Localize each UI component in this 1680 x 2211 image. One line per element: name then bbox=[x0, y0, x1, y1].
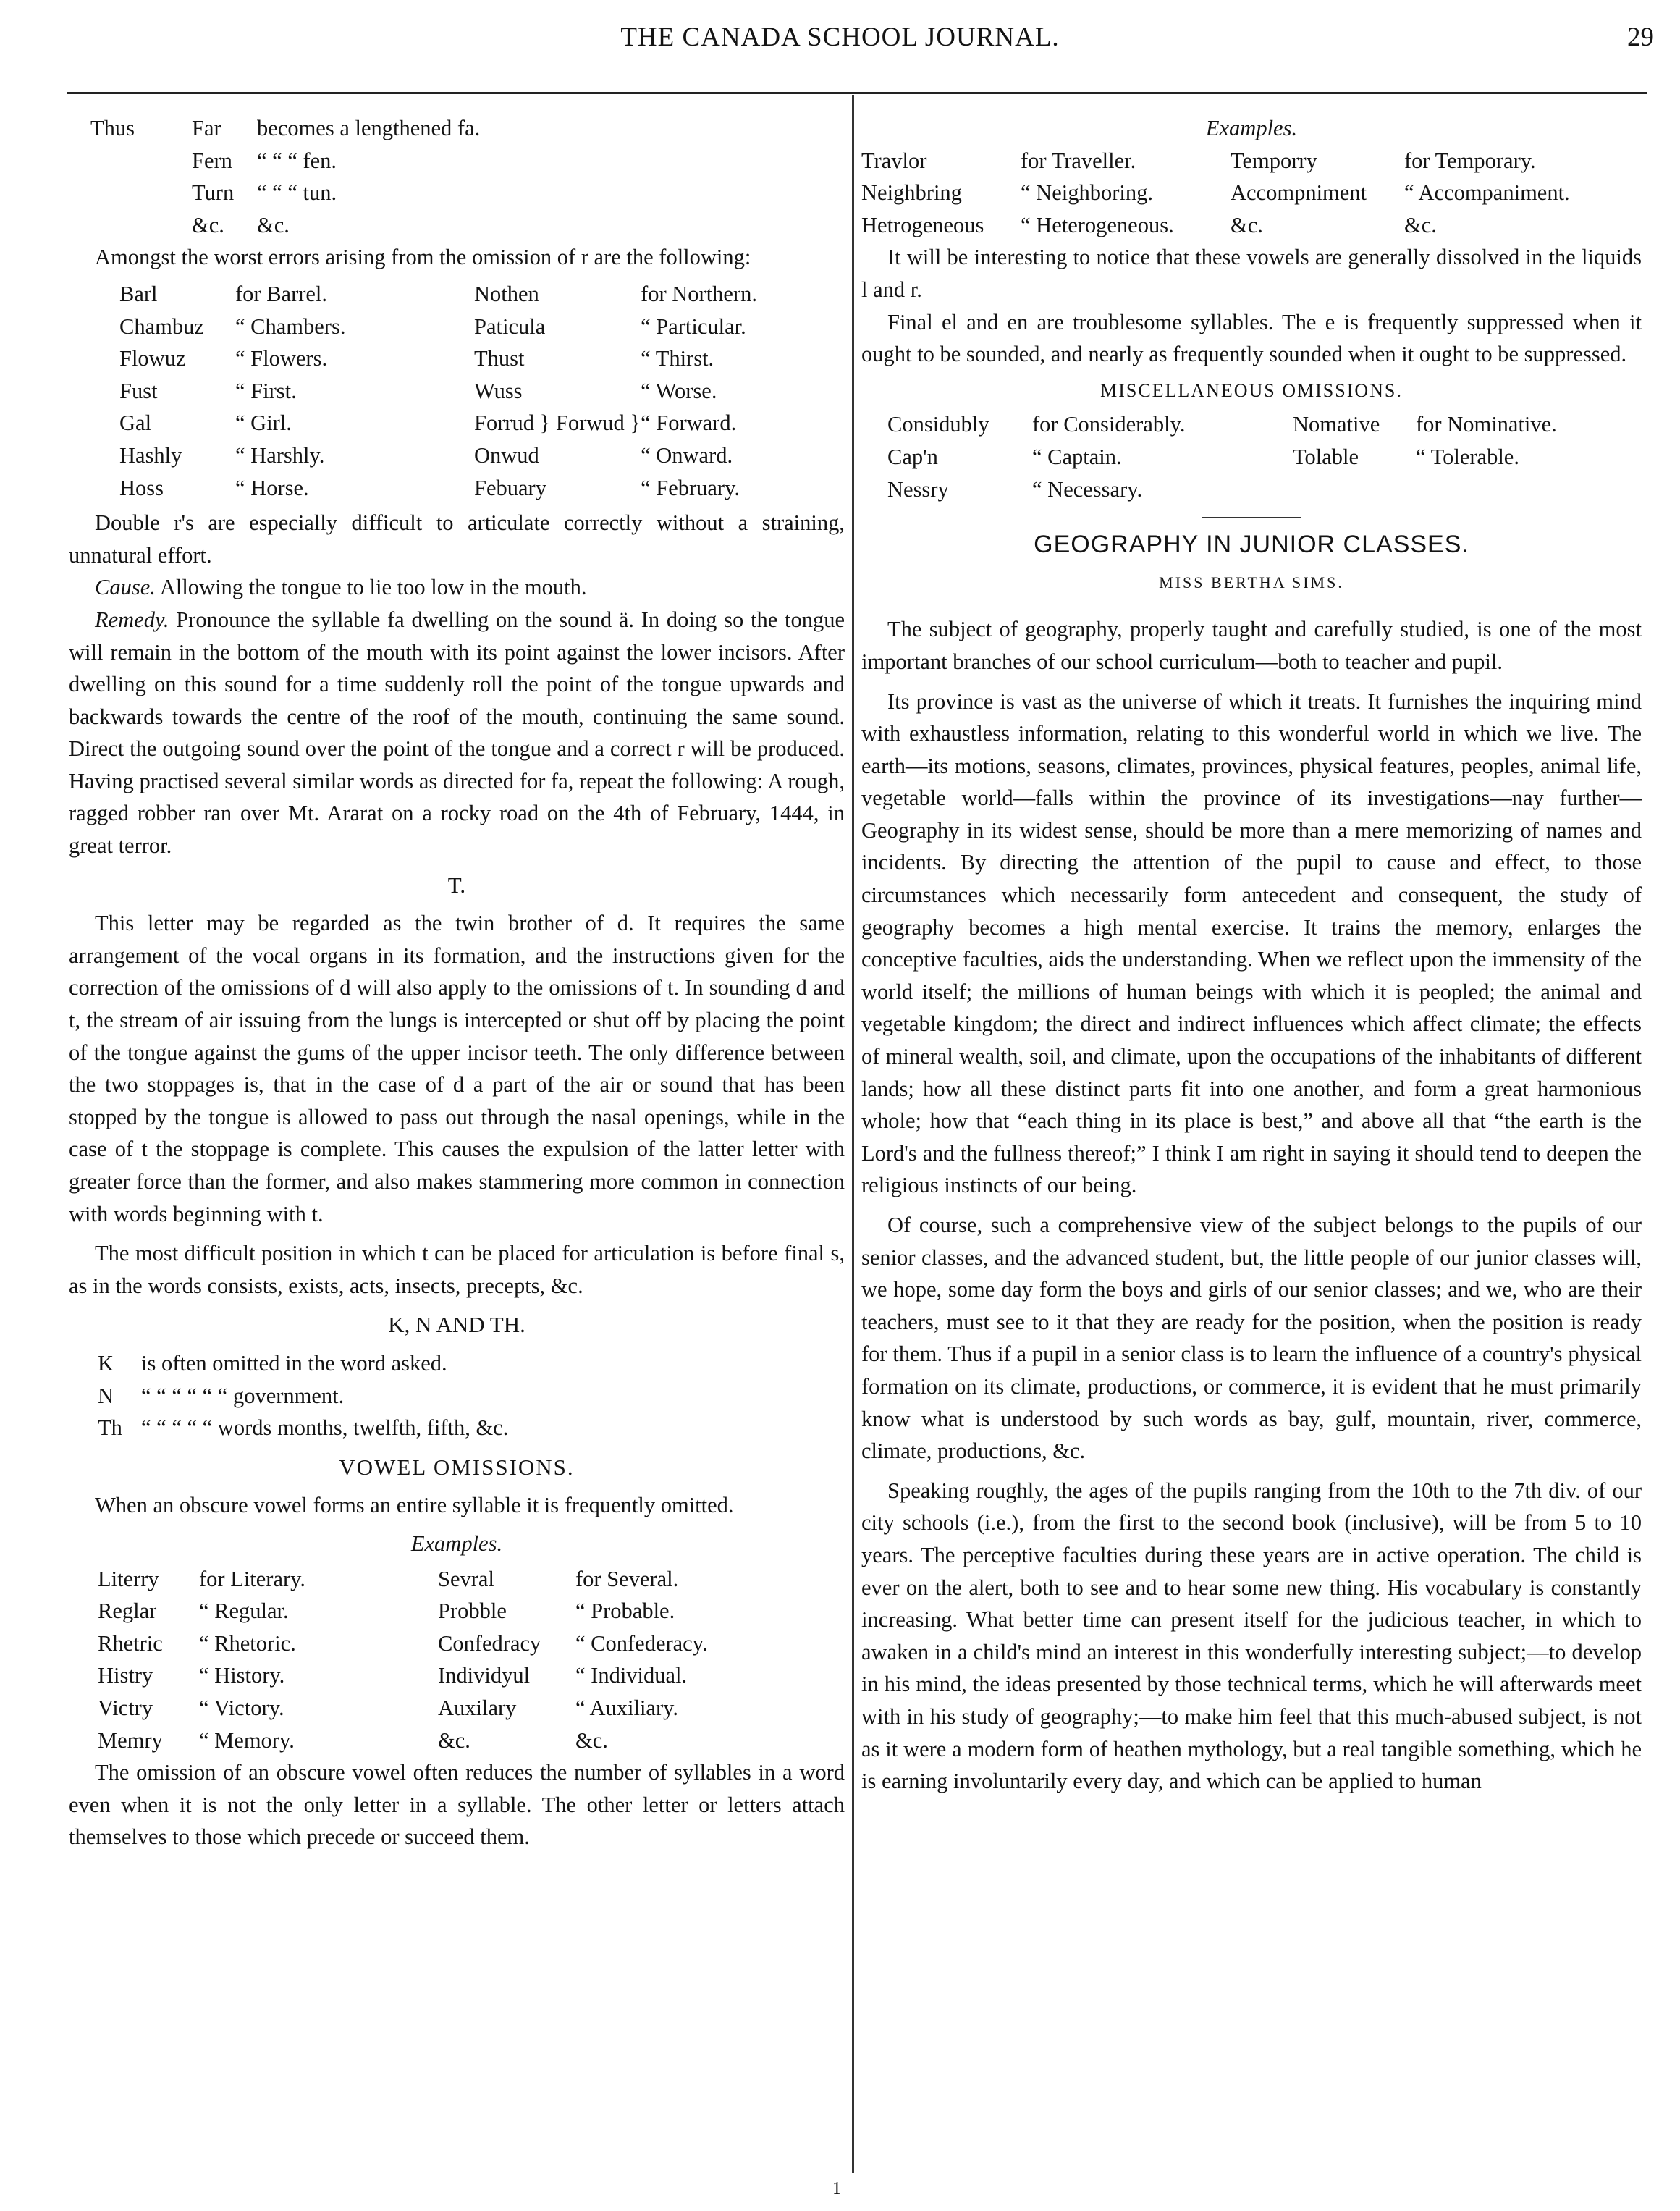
table-cell: Victry bbox=[98, 1695, 153, 1720]
article-paragraph-1: The subject of geography, properly taught and carefully studied, is one of the most important branches of our school curriculum—both to teacher and pupil. bbox=[861, 617, 1642, 674]
table-cell: Auxilary bbox=[438, 1695, 517, 1720]
table-cell bbox=[1416, 473, 1618, 506]
table-row bbox=[887, 473, 1618, 506]
table-cell bbox=[90, 177, 192, 209]
table-cell: “ Chambers. bbox=[235, 313, 346, 339]
table-cell: Memry bbox=[98, 1727, 163, 1753]
table-cell: Confedracy bbox=[438, 1630, 541, 1656]
t-paragraph-1: This letter may be regarded as the twin brother of d. It requires the same arrangement of the vocal organs in its formation, and the instructions given for the correction of the omissions of d will also apply to the omissions of t. In sounding d and t, the stream of air issuing from the lungs is intercepted or shut off by placing the point of the tongue against the gums of the upper incisor teeth. The only difference between the two stoppages is, that in the case of d a part of the air or sound that has been stopped by the tongue is allowed to pass out through the nasal openings, while in the case of t the stoppage is complete. This causes the expulsion of the latter letter with greater force than the former, and also makes stammering more common in connection with words beginning with t. bbox=[69, 911, 845, 1226]
table-cell: “ Onward. bbox=[641, 442, 733, 468]
table-cell: Hoss bbox=[119, 475, 164, 500]
table-row bbox=[861, 145, 1621, 177]
table-cell: “ Flowers. bbox=[235, 346, 328, 371]
table-cell: “ Accompaniment. bbox=[1404, 180, 1570, 206]
final-el-paragraph: Final el and en are troublesome syllables. The e is frequently suppressed when it ought to be sounded, and nearly as frequently sounded when it ought to be suppressed. bbox=[861, 309, 1642, 367]
column-divider bbox=[852, 95, 854, 2173]
examples-label-left: Examples. bbox=[410, 1530, 503, 1556]
table-cell: &c. bbox=[438, 1727, 470, 1753]
table-cell: “ Necessary. bbox=[1032, 476, 1143, 502]
table-cell: for Several. bbox=[575, 1566, 679, 1591]
table-cell: Reglar bbox=[98, 1599, 157, 1624]
worst-errors-intro: Amongst the worst errors arising from the omission of r are the following: bbox=[95, 245, 751, 270]
table-row bbox=[887, 441, 1618, 473]
table-cell: for Literary. bbox=[199, 1566, 306, 1591]
knth-table bbox=[98, 1347, 720, 1444]
table-cell: “ Particular. bbox=[641, 313, 746, 339]
t-heading: T. bbox=[447, 872, 466, 898]
table-cell: “ “ “ “ “ words months, twelfth, fifth, &c. bbox=[141, 1415, 509, 1441]
table-row bbox=[98, 1595, 756, 1627]
table-cell: Probble bbox=[438, 1599, 507, 1624]
thus-table bbox=[90, 112, 619, 241]
table-row bbox=[98, 1724, 756, 1757]
table-row bbox=[98, 1380, 720, 1412]
remedy-paragraph bbox=[69, 604, 845, 862]
table-cell: for Nominative. bbox=[1416, 412, 1557, 437]
table-row bbox=[119, 375, 829, 408]
right-column bbox=[861, 112, 1642, 1798]
table-row bbox=[98, 1412, 720, 1444]
table-cell: Literry bbox=[98, 1566, 159, 1591]
table-row bbox=[887, 408, 1618, 441]
table-row bbox=[861, 177, 1621, 209]
table-cell: “ Confederacy. bbox=[575, 1630, 708, 1656]
remedy-label: Remedy. bbox=[95, 607, 169, 632]
table-cell: Paticula bbox=[474, 313, 546, 339]
table-cell: Histry bbox=[98, 1663, 153, 1688]
cause-paragraph bbox=[69, 571, 845, 604]
table-row bbox=[98, 1627, 756, 1660]
table-cell: Fust bbox=[119, 378, 158, 403]
table-cell bbox=[90, 145, 192, 177]
table-row bbox=[119, 278, 829, 311]
table-cell: “ Memory. bbox=[199, 1727, 295, 1753]
misc-omissions-table bbox=[887, 408, 1618, 505]
table-cell: K bbox=[98, 1350, 114, 1376]
knth-heading: K, N AND TH. bbox=[388, 1312, 525, 1338]
table-cell: “ Forward. bbox=[641, 410, 737, 436]
table-row bbox=[90, 112, 619, 145]
table-row bbox=[90, 177, 619, 209]
table-row bbox=[98, 1563, 756, 1596]
table-cell: “ Auxiliary. bbox=[575, 1695, 679, 1720]
table-cell: “ Heterogeneous. bbox=[1021, 212, 1174, 237]
table-cell: “ Neighboring. bbox=[1021, 180, 1153, 206]
section-rule bbox=[1202, 517, 1301, 518]
table-cell: Thus bbox=[90, 116, 135, 140]
table-cell: “ Worse. bbox=[641, 378, 717, 403]
table-row bbox=[119, 407, 829, 439]
table-cell: Accompniment bbox=[1231, 180, 1367, 206]
table-cell: Chambuz bbox=[119, 313, 204, 339]
table-cell bbox=[90, 209, 192, 242]
table-cell: for Northern. bbox=[641, 281, 757, 306]
table-cell: Flowuz bbox=[119, 346, 186, 371]
table-cell: Gal bbox=[119, 410, 152, 436]
table-row bbox=[119, 439, 829, 472]
table-cell: Thust bbox=[474, 346, 525, 371]
table-cell: Individyul bbox=[438, 1663, 531, 1688]
table-cell: Considubly bbox=[887, 412, 989, 437]
table-cell: becomes a lengthened fa. bbox=[257, 116, 481, 140]
table-cell: “ Girl. bbox=[235, 410, 292, 436]
remedy-text: Pronounce the syllable fa dwelling on the sound ä. In doing so the tongue will remain in the bottom of the mouth with its point against the lower incisors. After dwelling on this sound for a time suddenly roll the point of the tongue upwards and backwards towards the centre of the roof of the mouth, continuing the same sound. Direct the outgoing sound over the point of the tongue and a correct r will be produced. Having practised several similar words as directed for fa, repeat the following: A rough, ragged robber ran over Mt. Ararat on a rocky road on the 4th of February, 1444, in great terror. bbox=[69, 607, 845, 859]
vowel-examples-table bbox=[98, 1563, 756, 1757]
table-cell: for Barrel. bbox=[235, 281, 328, 306]
table-cell: for Considerably. bbox=[1032, 412, 1186, 437]
table-cell: Rhetric bbox=[98, 1630, 163, 1656]
table-cell: for Traveller. bbox=[1021, 148, 1136, 173]
cause-label: Cause. bbox=[95, 575, 156, 600]
article-paragraph-2: Its province is vast as the universe of which it treats. It furnishes the inquiring mind with exhaustless information, relating to this wonderful world in which we live. The earth—its motions, seasons, climates, provinces, physical features, peoples, animal life, vegetable world—falls within the province of its investigations—nay further—Geography in its widest sense, should be more than a mere memorizing of names and incidents. By directing the attention of the pupil to cause and effect, to those circumstances which necessarily form antecedent and consequent, the study of geography becomes a high mental exercise. It trains the memory, enlarges the conceptive faculties, aids the understanding. When we reflect upon the immensity of the world itself; the millions of human beings with which it is peopled; the animal and vegetable kingdom; the direct and indirect influences which affect climate; the effects of mineral wealth, soil, and climate, upon the occupations of the inhabitants of different lands; how all these distinct parts fit into one another, and form a great harmonious whole; how that “each thing in its place is best,” and above all that “the earth is the Lord's and the fullness thereof;” I think I am right in saying it should tend to deepen the religious instincts of our being. bbox=[861, 688, 1642, 1198]
table-cell: Hashly bbox=[119, 442, 182, 468]
table-cell: “ Captain. bbox=[1032, 444, 1122, 469]
table-cell: “ Tolerable. bbox=[1416, 444, 1519, 469]
table-row bbox=[119, 311, 829, 343]
left-column bbox=[69, 112, 845, 1853]
table-cell: “ Individual. bbox=[575, 1663, 688, 1688]
misc-omissions-heading: MISCELLANEOUS OMISSIONS. bbox=[1100, 379, 1403, 401]
table-cell bbox=[1293, 473, 1416, 506]
vowel-closing-paragraph: The omission of an obscure vowel often reduces the number of syllables in a word even when it is not the only letter in a syllable. The other letter or letters attach themselves to those which precede or succeed them. bbox=[69, 1760, 845, 1850]
table-cell: “ History. bbox=[199, 1663, 285, 1688]
table-cell: N bbox=[98, 1383, 114, 1408]
article-paragraph-4: Speaking roughly, the ages of the pupils ranging from the 10th to the 7th div. of our city schools (i.e.), from the first to the second book (inclusive), will be from 5 to 10 years. The perceptive faculties during these years are in active operation. The child is ever on the alert, both to see and to hear some new thing. His vocabulary is constantly increasing. What better time can present itself for the judicious teacher, in which to awaken in a child's mind an interest in this wonderfully interesting subject;—to develop in his mind, the ideas presented by those technical terms, which he will afterwards meet with in his study of geography;—to make him feel that this much-abused subject, is not as it were a modern form of heathen mythology, but a real tangible something, which he is earning involuntarily every day, and which can be applied to human bbox=[861, 1478, 1642, 1794]
table-cell: &c. bbox=[1231, 212, 1263, 237]
table-row bbox=[861, 209, 1621, 242]
table-cell: “ Thirst. bbox=[641, 346, 714, 371]
examples-label-right: Examples. bbox=[1205, 116, 1298, 140]
table-cell: Far bbox=[192, 116, 221, 140]
table-cell: “ “ “ “ “ “ government. bbox=[141, 1383, 345, 1408]
cause-text: Allowing the tongue to lie too low in the mouth. bbox=[159, 575, 587, 600]
table-cell: &c. bbox=[1404, 212, 1437, 237]
table-row bbox=[90, 209, 619, 242]
table-cell: Tolable bbox=[1293, 444, 1359, 469]
bottom-mark: 1 bbox=[832, 2179, 841, 2198]
table-cell: Febuary bbox=[474, 475, 546, 500]
table-row bbox=[90, 145, 619, 177]
right-examples-table bbox=[861, 145, 1621, 242]
table-cell: Wuss bbox=[474, 378, 523, 403]
table-row bbox=[98, 1692, 756, 1724]
table-cell: Onwud bbox=[474, 442, 539, 468]
table-cell: &c. bbox=[575, 1727, 608, 1753]
table-cell: is often omitted in the word asked. bbox=[141, 1350, 447, 1376]
table-cell: “ Regular. bbox=[199, 1599, 289, 1624]
table-cell: Cap'n bbox=[887, 444, 938, 469]
table-cell: Sevral bbox=[438, 1566, 494, 1591]
table-cell: Th bbox=[98, 1415, 122, 1441]
article-author: MISS BERTHA SIMS. bbox=[1159, 573, 1344, 591]
table-cell: “ “ “ fen. bbox=[257, 148, 337, 173]
table-cell: &c. bbox=[257, 212, 290, 237]
article-paragraph-3: Of course, such a comprehensive view of the subject belongs to the pupils of our senior classes, and the advanced student, but, the little people of our junior classes will, we hope, some day form the boys and girls of our senior classes; and we, who are their teachers, must see to it that they are ready for the position, when the position is ready for them. Thus if a pupil in a senior class is to learn the influence of a country's physical formation on its climate, productions, or commerce, it is evident that he must primarily know what is understood by such words as bay, gulf, mountain, river, commerce, climate, productions, &c. bbox=[861, 1213, 1642, 1464]
table-cell: “ Probable. bbox=[575, 1599, 675, 1624]
liquids-paragraph: It will be interesting to notice that these vowels are generally dissolved in the liquids l and r. bbox=[861, 245, 1642, 302]
table-cell: Nothen bbox=[474, 281, 539, 306]
header-rule bbox=[67, 92, 1647, 94]
table-cell: “ First. bbox=[235, 378, 297, 403]
table-row bbox=[119, 342, 829, 375]
article-title: GEOGRAPHY IN JUNIOR CLASSES. bbox=[1034, 531, 1469, 559]
table-row bbox=[119, 472, 829, 505]
table-cell: Barl bbox=[119, 281, 158, 306]
table-cell: Travlor bbox=[861, 148, 927, 173]
table-cell: Forrud } Forwud } bbox=[474, 410, 641, 436]
table-row bbox=[98, 1347, 720, 1380]
table-cell: “ February. bbox=[641, 475, 740, 500]
table-cell: Turn bbox=[192, 180, 235, 206]
double-r-paragraph: Double r's are especially difficult to articulate correctly without a straining, unnatural effort. bbox=[69, 510, 845, 568]
table-cell: for Temporary. bbox=[1404, 148, 1536, 173]
table-row bbox=[98, 1659, 756, 1692]
page-number: 29 bbox=[1627, 22, 1654, 52]
table-cell: “ Rhetoric. bbox=[199, 1630, 296, 1656]
table-cell: &c. bbox=[192, 212, 224, 237]
table-cell: Temporry bbox=[1231, 148, 1317, 173]
worst-errors-table bbox=[119, 278, 829, 504]
table-cell: Nomative bbox=[1293, 412, 1380, 437]
vowel-omissions-text: When an obscure vowel forms an entire syllable it is frequently omitted. bbox=[95, 1493, 734, 1518]
table-cell: “ “ “ tun. bbox=[257, 180, 337, 206]
table-cell: “ Horse. bbox=[235, 475, 309, 500]
table-cell: Hetrogeneous bbox=[861, 212, 984, 237]
table-cell: “ Victory. bbox=[199, 1695, 284, 1720]
t-paragraph-2: The most difficult position in which t can be placed for articulation is before final s, as in the words consists, exists, acts, insects, precepts, &c. bbox=[69, 1241, 845, 1298]
table-cell: Nessry bbox=[887, 476, 949, 502]
vowel-omissions-heading: VOWEL OMISSIONS. bbox=[339, 1454, 575, 1480]
table-cell: Neighbring bbox=[861, 180, 962, 206]
table-cell: Fern bbox=[192, 148, 232, 173]
table-cell: “ Harshly. bbox=[235, 442, 325, 468]
running-head: THE CANADA SCHOOL JOURNAL. bbox=[620, 22, 1060, 52]
